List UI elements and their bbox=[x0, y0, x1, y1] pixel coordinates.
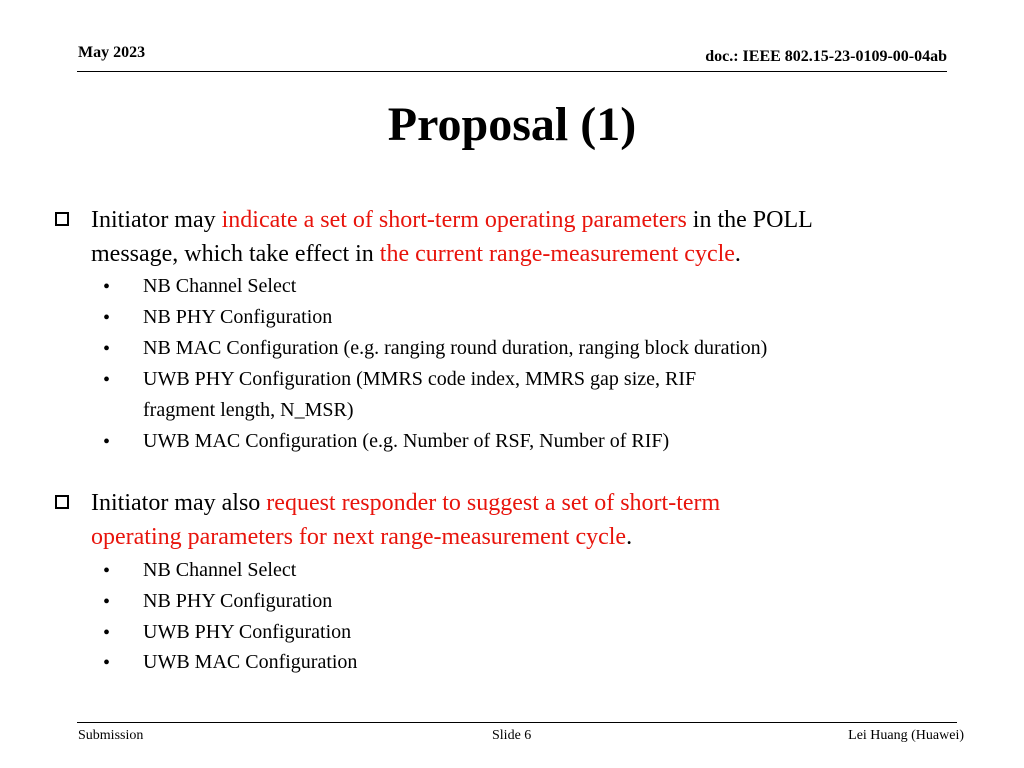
bullet-icon: • bbox=[103, 307, 111, 329]
checkbox-bullet-icon bbox=[55, 212, 69, 226]
section2-item: NB Channel Select bbox=[143, 559, 297, 581]
checkbox-bullet-icon bbox=[55, 495, 69, 509]
section2-item: NB PHY Configuration bbox=[143, 590, 333, 612]
section1-red2: the current range-measurement cycle bbox=[379, 241, 735, 267]
bullet-icon: • bbox=[103, 591, 111, 613]
section1-text2: in the POLL bbox=[686, 207, 813, 233]
bullet-icon: • bbox=[103, 276, 111, 298]
footer-submission: Submission bbox=[78, 728, 144, 743]
section1-item: UWB PHY Configuration (MMRS code index, MMRS gap size, RIF bbox=[143, 368, 697, 390]
section2-line2 bbox=[91, 520, 951, 554]
slide-title: Proposal (1) bbox=[387, 98, 637, 151]
section1-text4: . bbox=[734, 241, 741, 267]
section1-item: NB Channel Select bbox=[143, 275, 297, 297]
section1-text3: message, which take effect in bbox=[91, 241, 380, 267]
section1-item: UWB MAC Configuration (e.g. Number of RSF, Number of RIF) bbox=[143, 430, 670, 452]
section2-line1 bbox=[91, 486, 951, 520]
section1-item-continuation: fragment length, N_MSR) bbox=[143, 399, 354, 421]
header-rule bbox=[77, 71, 947, 72]
bullet-icon: • bbox=[103, 431, 111, 453]
header-date: May 2023 bbox=[78, 44, 146, 61]
bullet-icon: • bbox=[103, 622, 111, 644]
footer-slide-number: Slide 6 bbox=[492, 728, 532, 743]
section1-line1 bbox=[91, 203, 951, 237]
section2-item: UWB PHY Configuration bbox=[143, 621, 352, 643]
section2-text1: Initiator may also bbox=[91, 490, 267, 516]
section2-red1: request responder to suggest a set of short-term bbox=[266, 490, 721, 516]
section1-red1: indicate a set of short-term operating parameters bbox=[221, 207, 687, 233]
footer-rule bbox=[77, 722, 957, 723]
section2-text2: . bbox=[626, 524, 633, 550]
section1-text1: Initiator may bbox=[91, 207, 222, 233]
section2-red2: operating parameters for next range-measurement cycle bbox=[91, 524, 627, 550]
bullet-icon: • bbox=[103, 560, 111, 582]
section1-item: NB PHY Configuration bbox=[143, 306, 333, 328]
header-doc-id: doc.: IEEE 802.15-23-0109-00-04ab bbox=[705, 48, 947, 65]
bullet-icon: • bbox=[103, 369, 111, 391]
bullet-icon: • bbox=[103, 338, 111, 360]
footer-author: Lei Huang (Huawei) bbox=[848, 728, 964, 743]
section1-line2 bbox=[91, 237, 951, 271]
bullet-icon: • bbox=[103, 652, 111, 674]
section2-item: UWB MAC Configuration bbox=[143, 651, 358, 673]
section1-item: NB MAC Configuration (e.g. ranging round duration, ranging block duration) bbox=[143, 337, 768, 359]
